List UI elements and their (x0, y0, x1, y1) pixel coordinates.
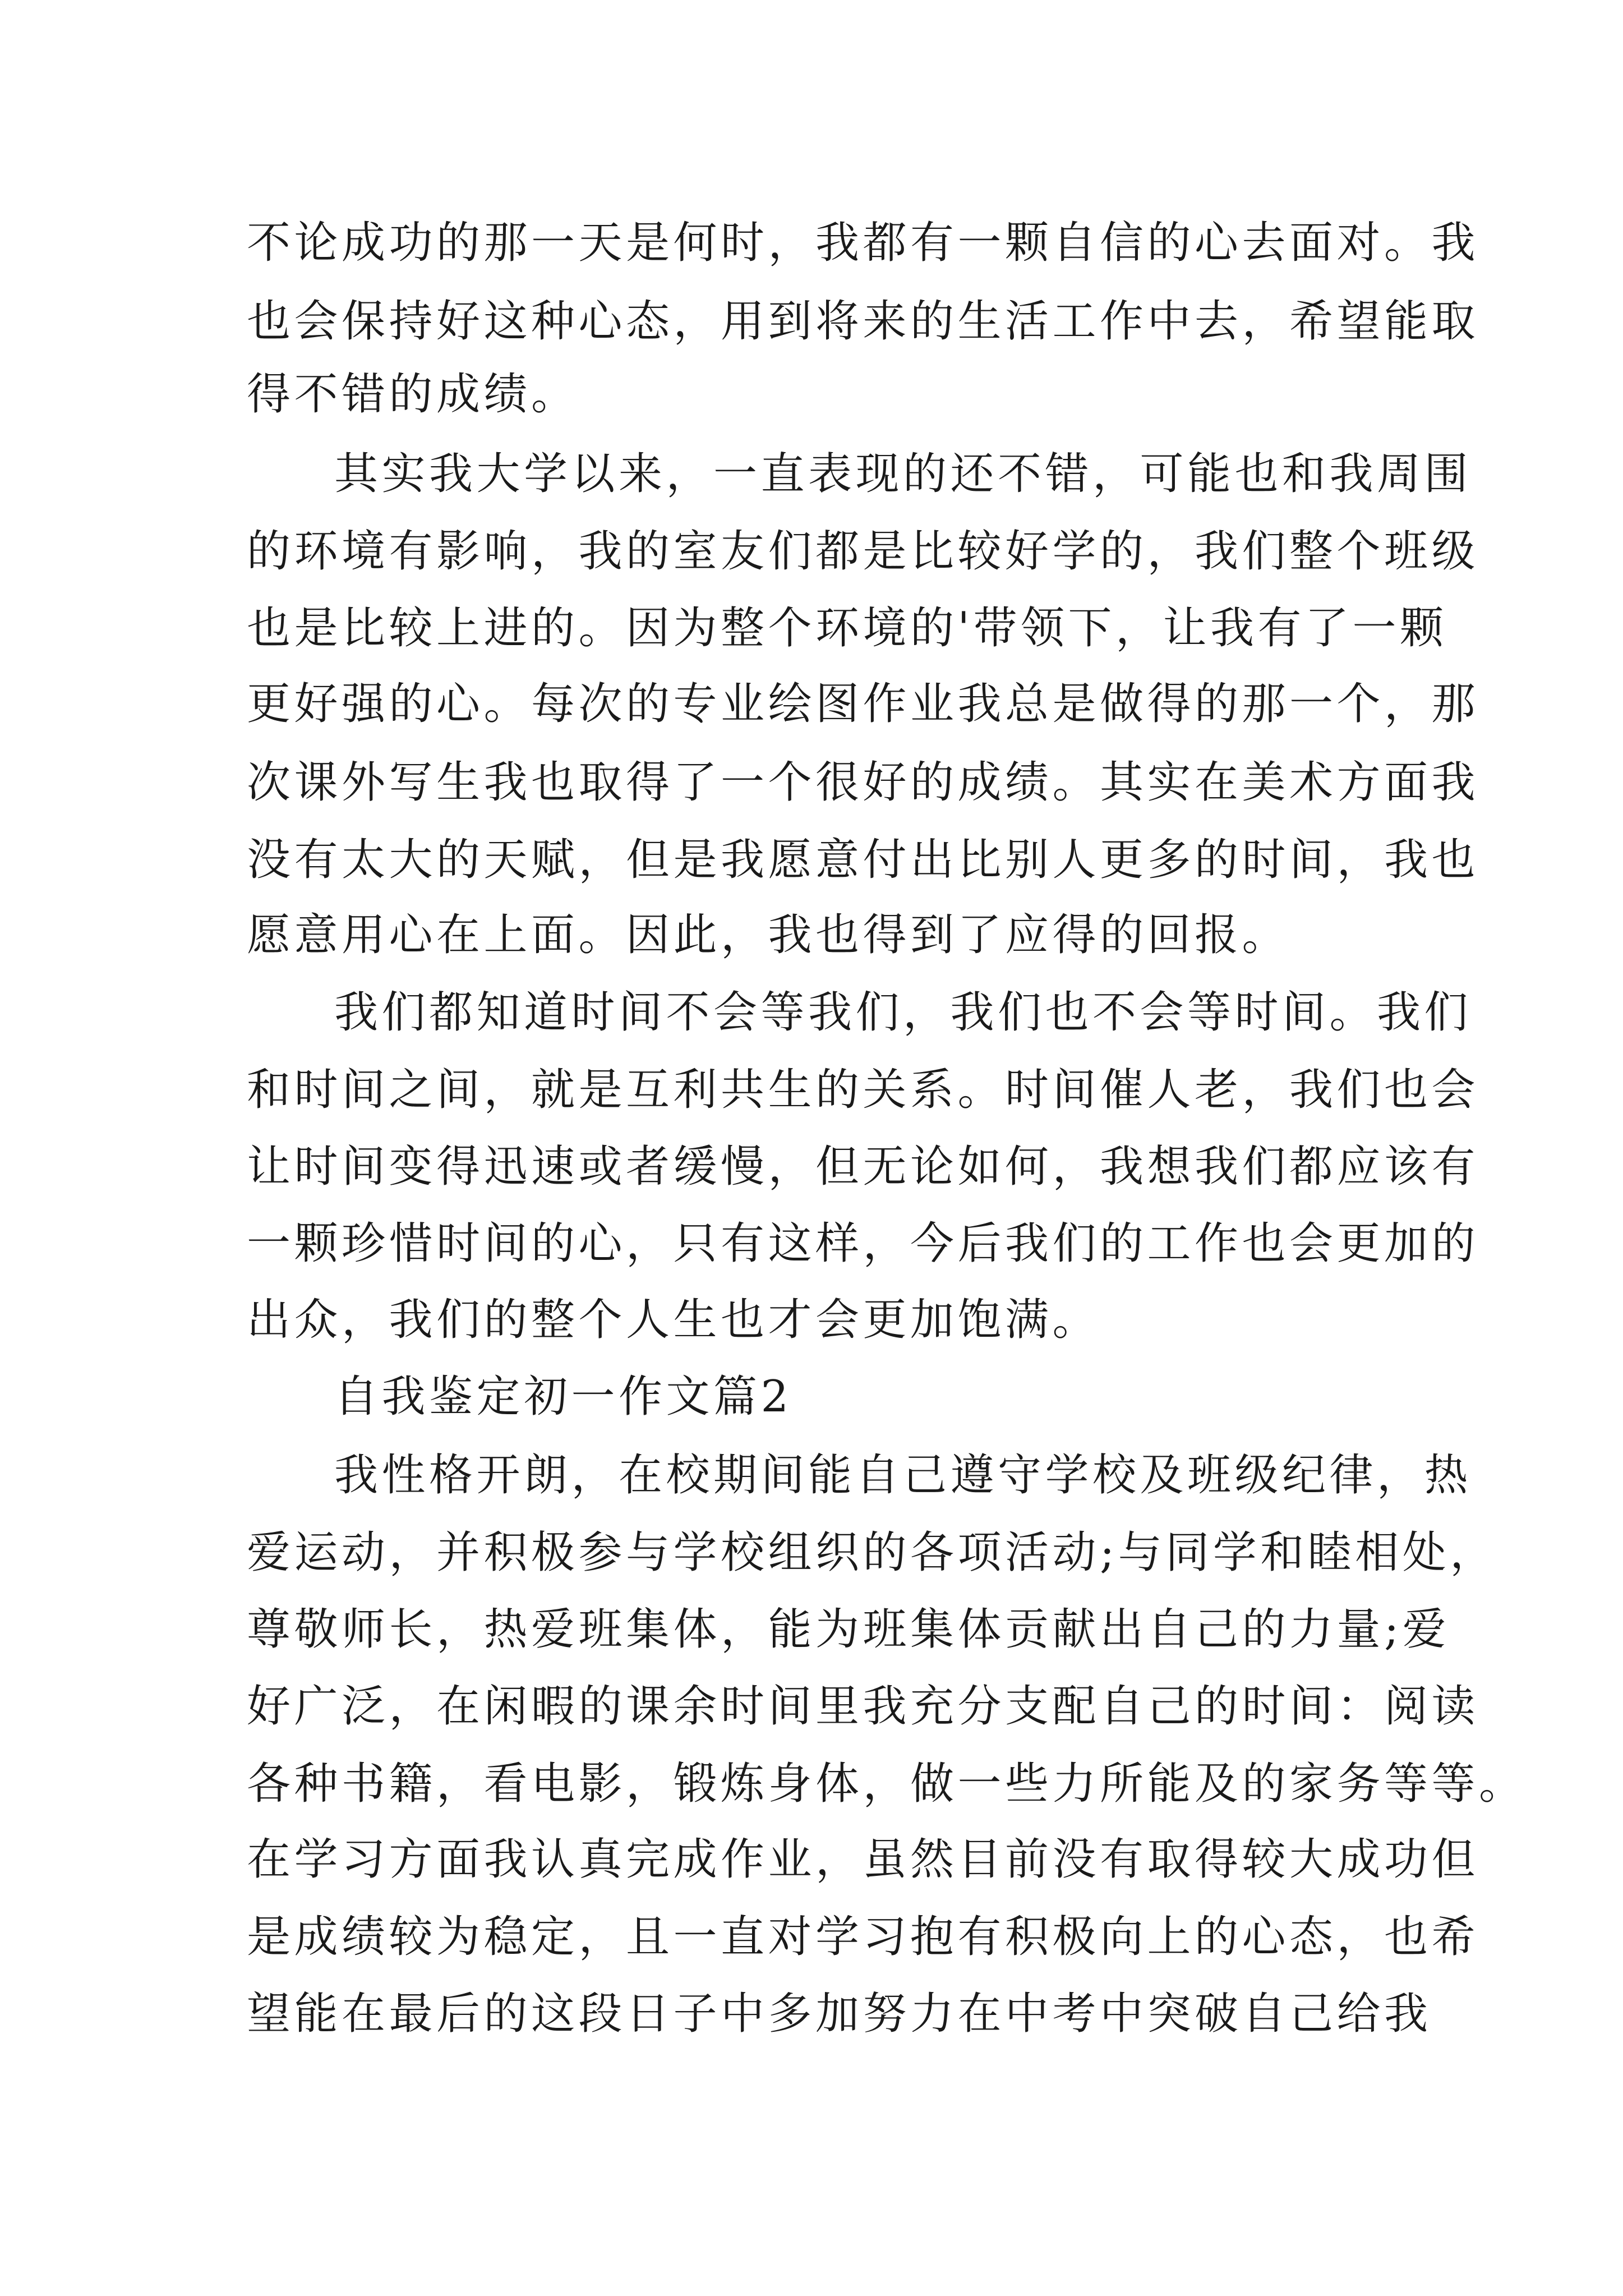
paragraph-start-line: 我性格开朗，在校期间能自己遵守学校及班级纪律，热 (334, 1450, 1472, 1501)
text-line: 的环境有影响，我的室友们都是比较好学的，我们整个班级 (247, 526, 1479, 577)
text-line: 一颗珍惜时间的心，只有这样，今后我们的工作也会更加的 (247, 1218, 1479, 1269)
text-line: 各种书籍，看电影，锻炼身体，做一些力所能及的家务等等。 (247, 1759, 1527, 1809)
text-line: 尊敬师长，热爱班集体，能为班集体贡献出自己的力量;爱 (247, 1604, 1450, 1655)
paragraph-start-line: 我们都知道时间不会等我们，我们也不会等时间。我们 (334, 987, 1472, 1038)
text-line: 出众，我们的整个人生也才会更加饱满。 (247, 1295, 1100, 1345)
text-line: 更好强的心。每次的专业绘图作业我总是做得的那一个，那 (247, 679, 1479, 729)
text-line: 让时间变得迅速或者缓慢，但无论如何，我想我们都应该有 (247, 1142, 1479, 1192)
text-line: 在学习方面我认真完成作业，虽然目前没有取得较大成功但 (247, 1834, 1479, 1885)
text-line: 也会保持好这种心态，用到将来的生活工作中去，希望能取 (247, 296, 1479, 347)
text-line: 没有太大的天赋，但是我愿意付出比别人更多的时间，我也 (247, 835, 1479, 885)
text-line: 好广泛，在闲暇的课余时间里我充分支配自己的时间：阅读 (247, 1681, 1479, 1732)
text-line: 得不错的成绩。 (247, 369, 579, 420)
text-line: 次课外写生我也取得了一个很好的成绩。其实在美术方面我 (247, 757, 1479, 808)
text-line: 爱运动，并积极参与学校组织的各项活动;与同学和睦相处， (247, 1527, 1497, 1578)
paragraph-start-line: 其实我大学以来，一直表现的还不错，可能也和我周围 (334, 449, 1472, 499)
text-line: 是成绩较为稳定，且一直对学习抱有积极向上的心态，也希 (247, 1912, 1479, 1962)
section-heading: 自我鉴定初一作文篇2 (334, 1372, 792, 1422)
text-line: 也是比较上进的。因为整个环境的'带领下，让我有了一颗 (247, 603, 1447, 654)
text-line: 愿意用心在上面。因此，我也得到了应得的回报。 (247, 910, 1290, 960)
text-line: 望能在最后的这段日子中多加努力在中考中突破自己给我 (247, 1989, 1432, 2039)
text-line: 不论成功的那一天是何时，我都有一颗自信的心去面对。我 (247, 218, 1479, 268)
text-line: 和时间之间，就是互利共生的关系。时间催人老，我们也会 (247, 1065, 1479, 1115)
